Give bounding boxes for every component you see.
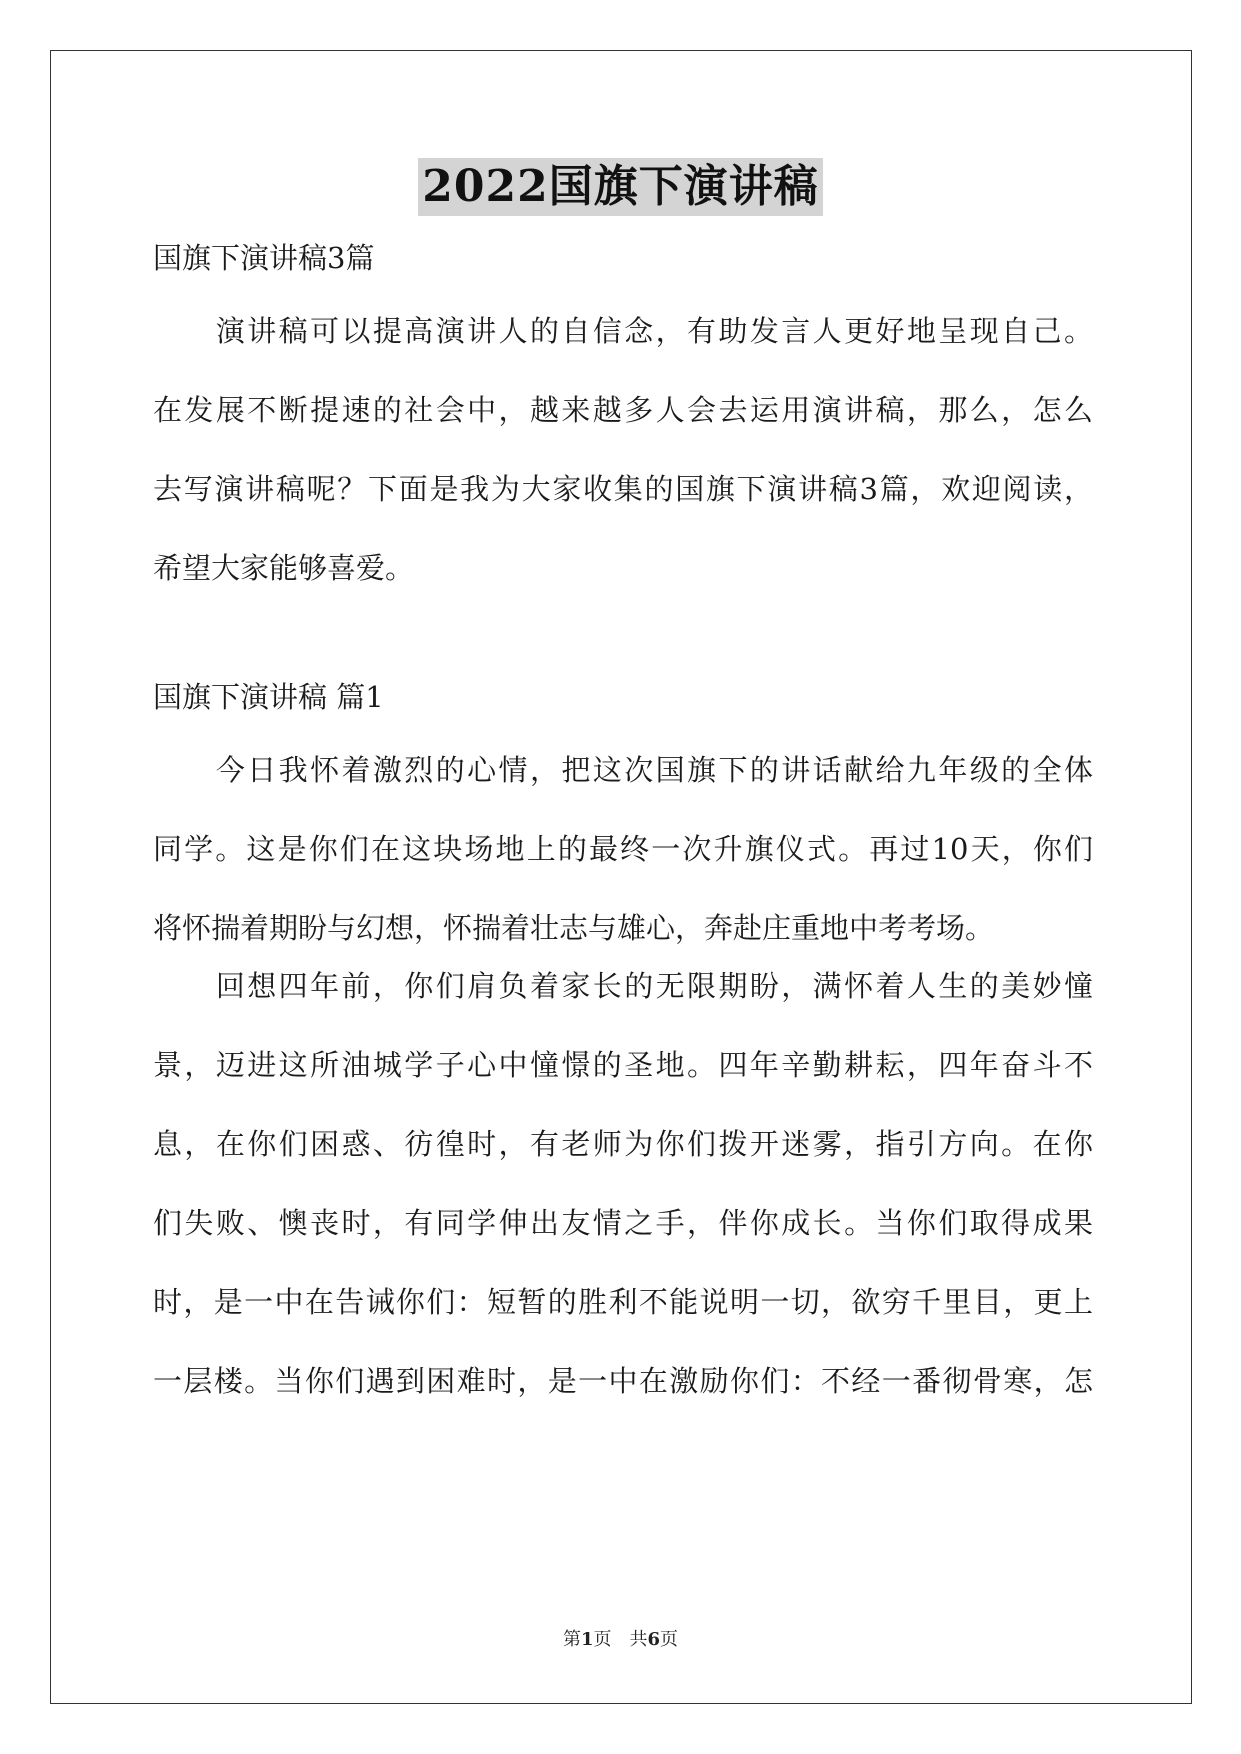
paragraph-line: 景，迈进这所油城学子心中憧憬的圣地。四年辛勤耕耘，四年奋斗不 [153,1048,1093,1082]
paragraph-line: 息，在你们困惑、彷徨时，有老师为你们拨开迷雾，指引方向。在你 [153,1127,1093,1161]
intro-line: 希望大家能够喜爱。 [153,551,415,585]
paragraph-line: 时，是一中在告诫你们：短暂的胜利不能说明一切，欲穷千里目，更上 [153,1285,1093,1319]
paragraph-1 [153,731,1093,968]
paragraph-line: 将怀揣着期盼与幻想，怀揣着壮志与雄心，奔赴庄重地中考考场。 [153,911,995,945]
subtitle: 国旗下演讲稿3篇 [153,241,375,275]
section-heading: 国旗下演讲稿 篇1 [153,680,384,714]
title-container [0,158,1241,216]
paragraph-line: 同学。这是你们在这块场地上的最终一次升旗仪式。再过10天，你们 [153,832,1093,866]
document-title: 2022国旗下演讲稿 [418,158,822,216]
paragraph-line: 们失败、懊丧时，有同学伸出友情之手，伴你成长。当你们取得成果 [153,1206,1093,1240]
total-page-count: 6 [647,1629,661,1650]
paragraph-line: 一层楼。当你们遇到困难时，是一中在激励你们：不经一番彻骨寒，怎 [153,1364,1093,1398]
footer-mid: 页 共 [593,1629,648,1650]
paragraph-line: 回想四年前，你们肩负着家长的无限期盼，满怀着人生的美妙憧 [153,969,1093,1003]
page-footer [0,1628,1241,1652]
footer-prefix: 第 [562,1629,581,1650]
intro-line: 去写演讲稿呢？下面是我为大家收集的国旗下演讲稿3篇，欢迎阅读， [153,472,1093,506]
current-page-number: 1 [580,1629,594,1650]
paragraph-line: 今日我怀着激烈的心情，把这次国旗下的讲话献给九年级的全体 [153,753,1093,787]
intro-line: 演讲稿可以提高演讲人的自信念，有助发言人更好地呈现自己。 [153,314,1093,348]
intro-line: 在发展不断提速的社会中，越来越多人会去运用演讲稿，那么，怎么 [153,393,1093,427]
footer-suffix: 页 [660,1629,679,1650]
paragraph-2 [153,947,1093,1421]
intro-paragraph [153,292,1093,608]
